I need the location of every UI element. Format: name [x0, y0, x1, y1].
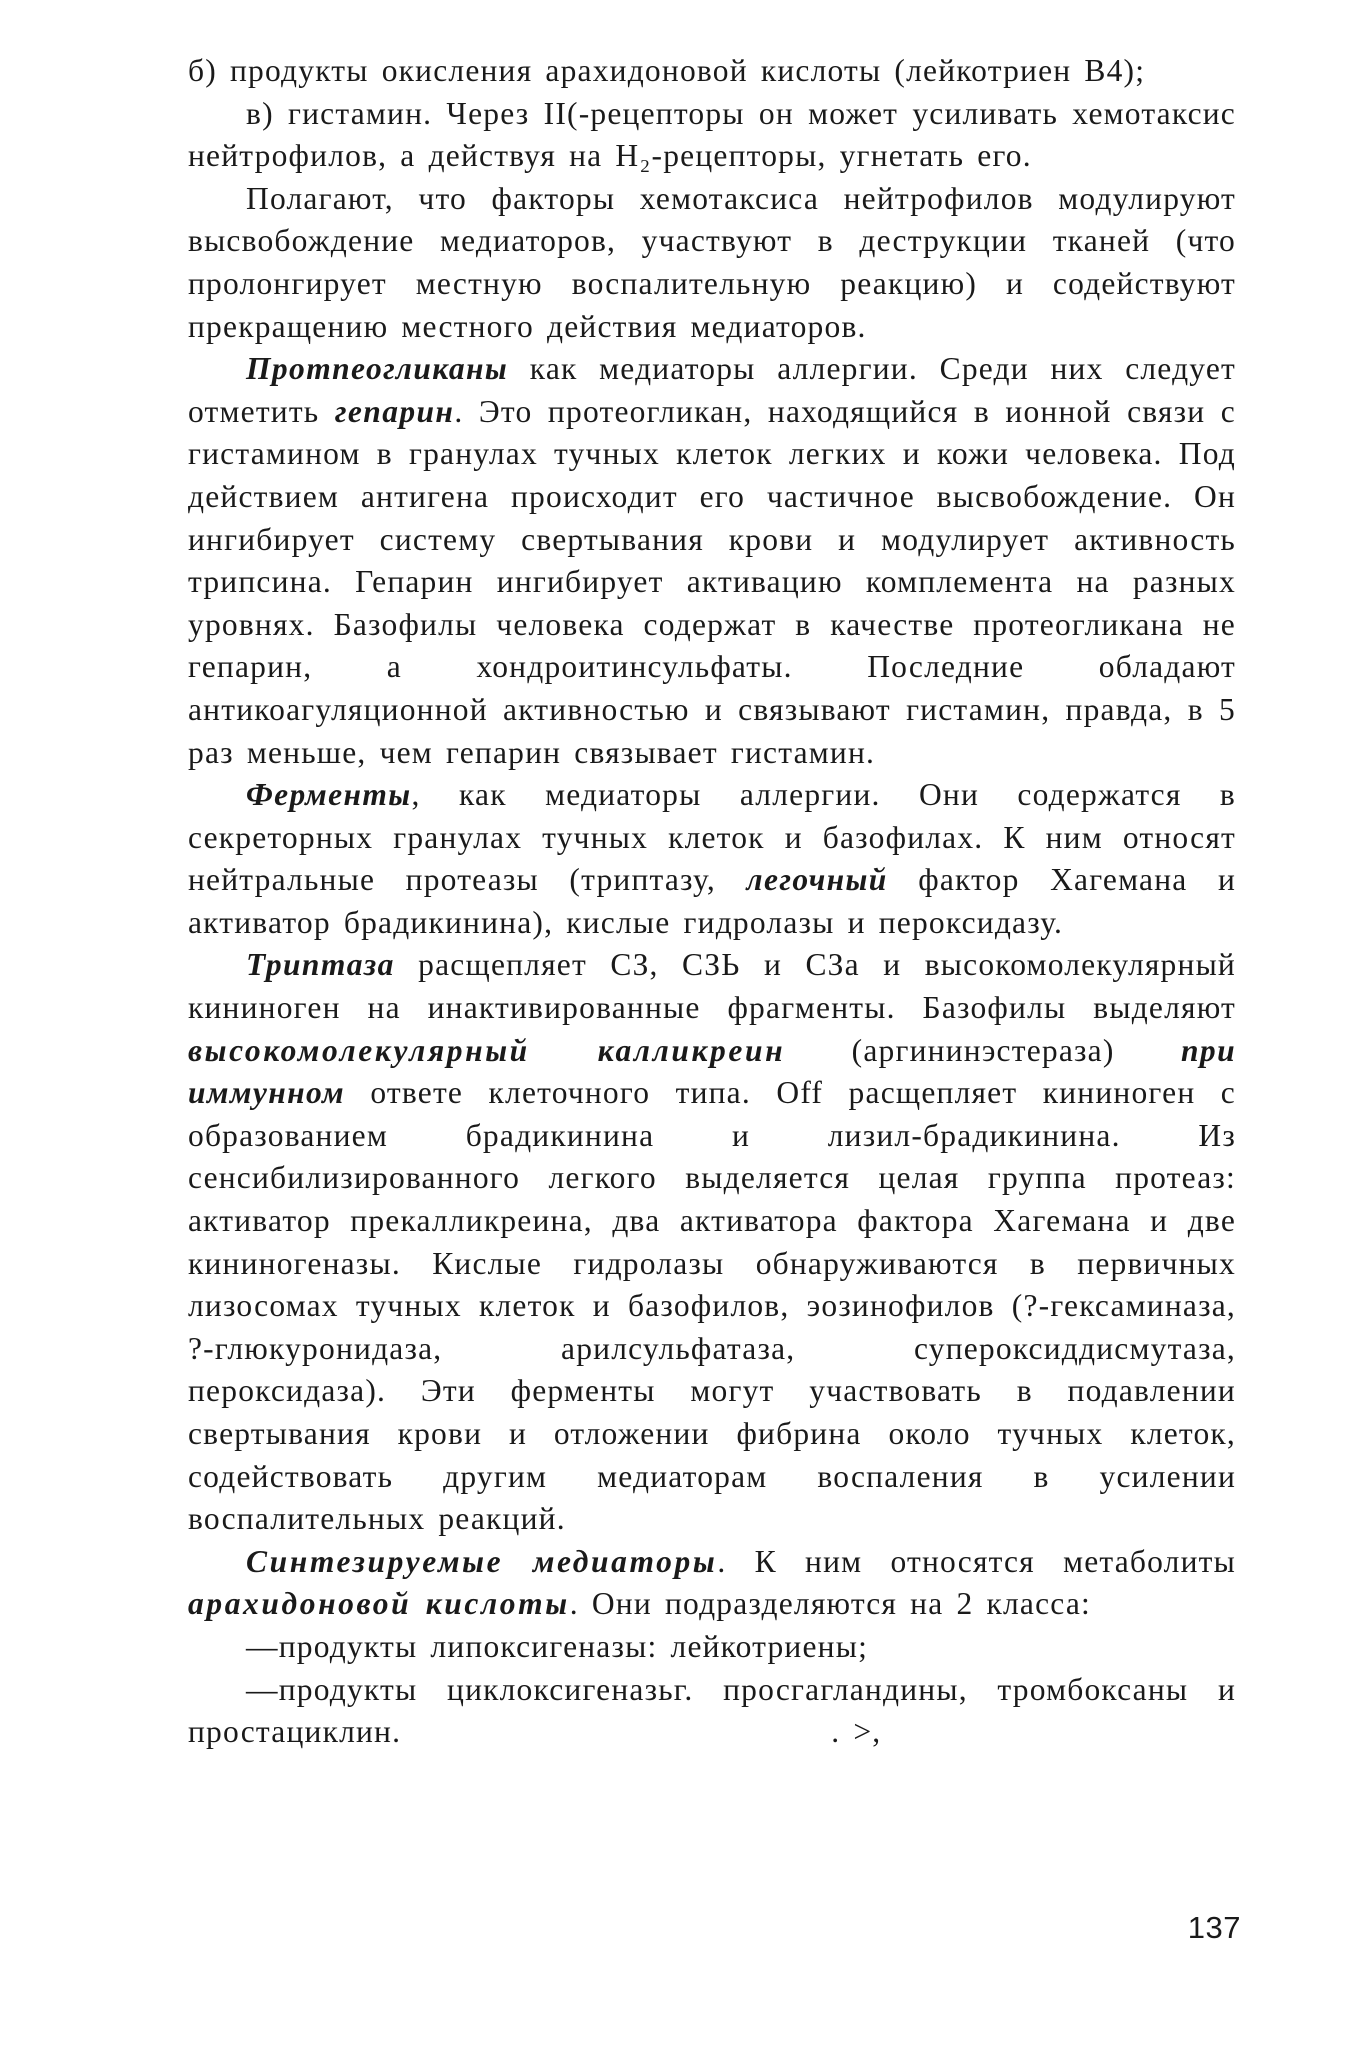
list-item-b [188, 50, 1236, 93]
term-emphasis: Синтезируемые медиаторы [246, 1543, 718, 1579]
text-run: в) гистамин. Через II(-рецепторы он может усиливать хемотаксис нейтрофилов, а действуя на Н₂-рецепторы, угнетать его. [188, 95, 1236, 174]
text-run: фактор Хагемана и активатор брадикинина), кислые гидролазы и пероксидазу. [188, 862, 1236, 940]
paragraph-chemotaxis [188, 178, 1236, 348]
stray-marks: . >, [831, 1714, 882, 1750]
text-run: . Это протеогликан, находящийся в ионной связи с гистамином в гранулах тучных клеток легких и кожи человека. Под действием антигена происходит его частичное высвобождение. Он ингибирует систему свертывания крови и модулирует активность трипсина. Гепарин ингибирует активацию комплемента на разных уровнях. Базофилы человека содержат в качестве протеогликана не гепарин, а хондроитинсульфаты. Последние обладают антикоагуляционной активностью и связывают гистамин, правда, в 5 раз меньше, чем гепарин связывает гистамин. [188, 393, 1236, 770]
term-emphasis: легочный [746, 862, 888, 898]
paragraph-enzymes [188, 774, 1236, 944]
text-run: . К ним относятся метаболиты [717, 1543, 1236, 1579]
paragraph-proteoglycans [188, 348, 1236, 774]
text-run: б) продукты окисления арахидоновой кислоты (лейкотриен В4); [188, 53, 1146, 88]
term-emphasis: арахидоновой кислоты [188, 1586, 570, 1622]
text-run: Полагают, что факторы хемотаксиса нейтрофилов модулируют высвобождение медиаторов, участвуют в деструкции тканей (что пролонгирует местную воспалительную реакцию) и содействуют прекращению местного действия медиаторов. [188, 180, 1236, 344]
term-emphasis: при иммунном [188, 1032, 1237, 1111]
text-run: расщепляет СЗ, СЗЬ и СЗа и высокомолекулярный кининоген на инактивированные фрагменты. Базофилы выделяют [188, 947, 1236, 1026]
term-emphasis: Протпеогликаны [246, 351, 509, 387]
body-text [188, 50, 1236, 1754]
list-item-lipoxygenase [188, 1626, 1236, 1669]
text-run: . Они подразделяются на 2 класса: [569, 1586, 1091, 1622]
term-emphasis: высокомолекулярный калликреин [188, 1032, 786, 1068]
text-run: —продукты липоксигеназы: лейкотриены; [246, 1628, 869, 1664]
term-emphasis: гепарин [334, 393, 455, 429]
text-run: как медиаторы аллергии. Среди них следует отметить [188, 351, 1236, 429]
term-emphasis: Триптаза [246, 947, 395, 983]
text-run: ответе клеточного типа. Off расщепляет кининоген с образованием брадикинина и лизил-брадикинина. Из сенсибилизированного легкого выделяется целая группа протеаз: активатор прекалликреина, два активатора фактора Хагемана и две кининогеназы. Кислые гидролазы обнаруживаются в первичных лизосомах тучных клеток и базофилов, эозинофилов (?-гексаминаза, ?-глюкуронидаза, арилсульфатаза, супероксиддисмутаза, пероксидаза). Эти ферменты могут участвовать в подавлении свертывания крови и отложении фибрина около тучных клеток, содействовать другим медиаторам воспаления в усилении воспалительных реакций. [188, 1075, 1236, 1537]
term-emphasis: Ферменты [246, 777, 412, 813]
list-item-cyclooxygenase [188, 1669, 1236, 1754]
list-item-v [188, 93, 1236, 178]
page-number: 137 [1187, 1910, 1241, 1945]
paragraph-synthesized-mediators [188, 1541, 1236, 1626]
text-run: , как медиаторы аллергии. Они содержатся в секреторных гранулах тучных клеток и базофилах. К ним относят нейтральные протеазы (триптазу, [188, 777, 1236, 898]
text-run: —продукты циклоксигеназьг. просгагландины, тромбоксаны и простациклин. [188, 1671, 1236, 1750]
text-run: (аргининэстераза) [785, 1032, 1182, 1068]
paragraph-tryptase [188, 944, 1236, 1540]
